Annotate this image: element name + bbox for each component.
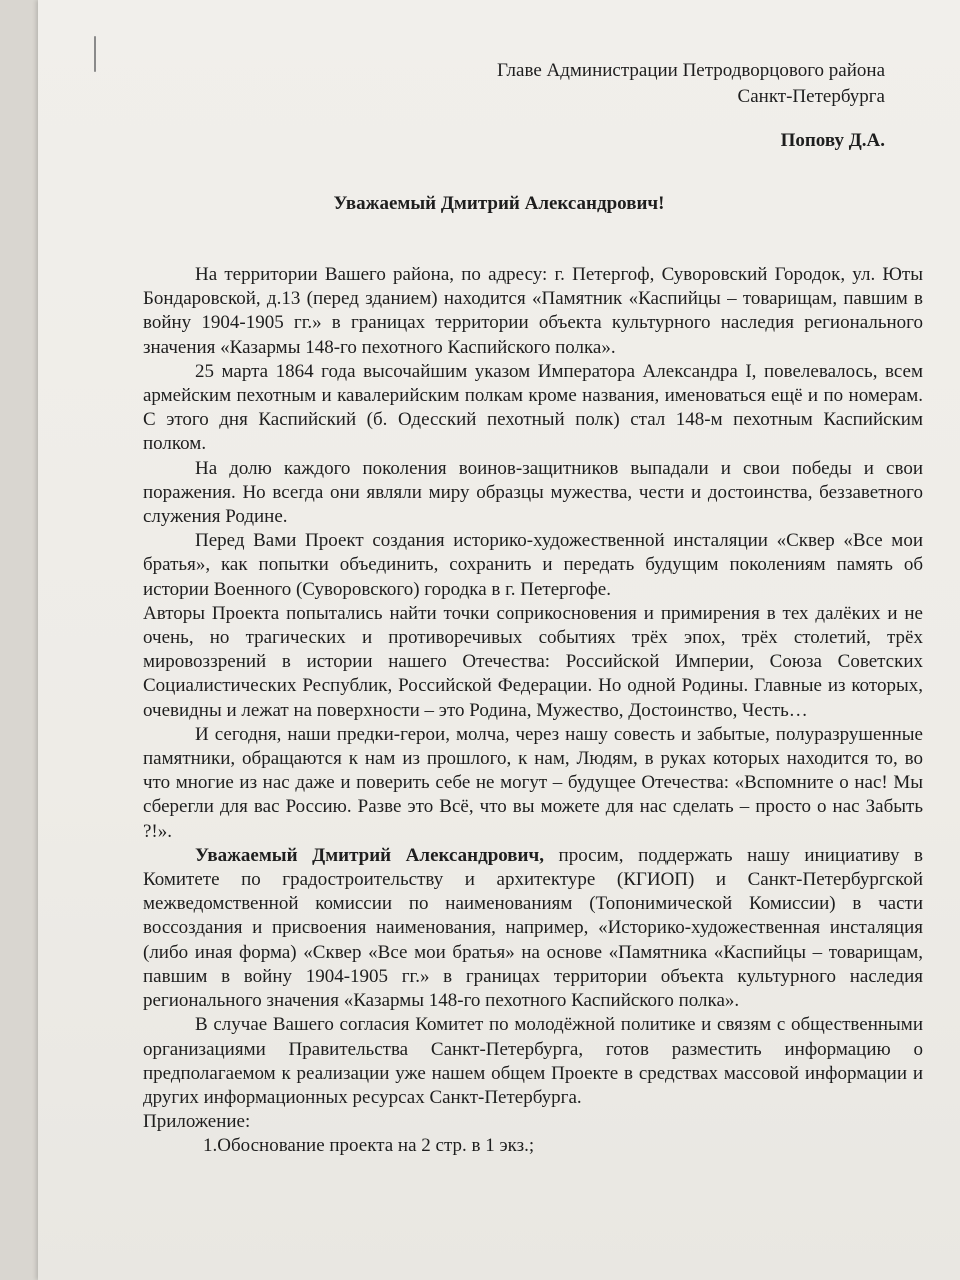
paragraph-7: [143, 844, 923, 1013]
paragraph-4: Перед Вами Проект создания историко-художественной инсталяции «Сквер «Все мои братья», как попытки объединить, сохранить и передать будущим поколениям память об истории Военного (Суворовского) городка в г. Петергофе.: [143, 530, 923, 600]
letter-body: [143, 263, 923, 1159]
paragraph-2: 25 марта 1864 года высочайшим указом Императора Александра I, повелевалось, всем армейским пехотным и кавалерийским полкам кроме названия, именоваться ещё и по номерам. С этого дня Каспийский (б. Одесский пехотный полк) стал 148-м пехотным Каспийским полком.: [143, 360, 923, 455]
addressee-line-2: Санкт-Петербурга: [737, 86, 885, 107]
addressee-line-1: Главе Администрации Петродворцового района: [496, 60, 885, 81]
paragraph-6: И сегодня, наши предки-герои, молча, через нашу совесть и забытые, полуразрушенные памятники, обращаются к нам из прошлого, к нам, Людям, в руках которых находится то, во что многие из нас даже и поверить себе не могут – будущее Отечества: «Вспомните о нас! Мы сберегли для вас Россию. Разве это Всё, что вы можете для нас сделать – просто о нас Забыть ?!».: [143, 723, 923, 842]
addressee-name: Попову Д.А.: [780, 130, 885, 151]
attachment-item-1: 1.Обоснование проекта на 2 стр. в 1 экз.;: [203, 1135, 535, 1157]
paragraph-7-salutation: Уважаемый Дмитрий Александрович,: [195, 844, 544, 866]
paragraph-3: На долю каждого поколения воинов-защитников выпадали и свои победы и свои поражения. Но всегда они являли миру образцы мужества, чести и достоинства, беззаветного служения Родине.: [143, 457, 923, 528]
paragraph-1: На территории Вашего района, по адресу: г. Петергоф, Суворовский Городок, ул. Юты Бондаровской, д.13 (перед зданием) находится «Памятник «Каспийцы – товарищам, павшим в войну 1904-1905 гг.» в границах территории объекта культурного наследия регионального значения «Казармы 148-го пехотного Каспийского полка».: [143, 264, 923, 358]
letter-page: [38, 0, 960, 1280]
paragraph-7-text: просим, поддержать нашу инициативу в Комитете по градостроительству и архитектуре (КГИОП) и Санкт-Петербургской межведомственной комиссии по наименованиям (Топонимической Комиссии) в части воссоздания и присвоения наименования, например, «Историко-художественная инсталяция (либо иная форма) «Сквер «Все мои братья» на основе «Памятника «Каспийцы – товарищам, павшим в войну 1904-1905 гг.» в границах территории объекта культурного наследия регионального значения «Казармы 148-го пехотного Каспийского полка».: [143, 844, 923, 1012]
addressee-block: [497, 58, 885, 154]
salutation: Уважаемый Дмитрий Александрович!: [333, 193, 665, 214]
pen-mark: [94, 36, 96, 72]
paragraph-5: Авторы Проекта попытались найти точки соприкосновения и примирения в тех далёких и не очень, но трагических и противоречивых событиях трёх эпох, трёх столетий, трёх мировоззрений в истории нашего Отечества: Российской Империи, Союза Советских Социалистических Республик, Российской Федерации. Но одной Родины. Главные из которых, очевидны и лежат на поверхности – это Родина, Мужество, Достоинство, Честь…: [143, 602, 923, 721]
paragraph-8: В случае Вашего согласия Комитет по молодёжной политике и связям с общественными организациями Правительства Санкт-Петербурга, готов разместить информацию о предполагаемом к реализации уже нашем общем Проекте в средствах массовой информации и других информационных ресурсах Санкт-Петербурга.: [143, 1014, 923, 1108]
attachment-label: Приложение:: [143, 1111, 251, 1133]
